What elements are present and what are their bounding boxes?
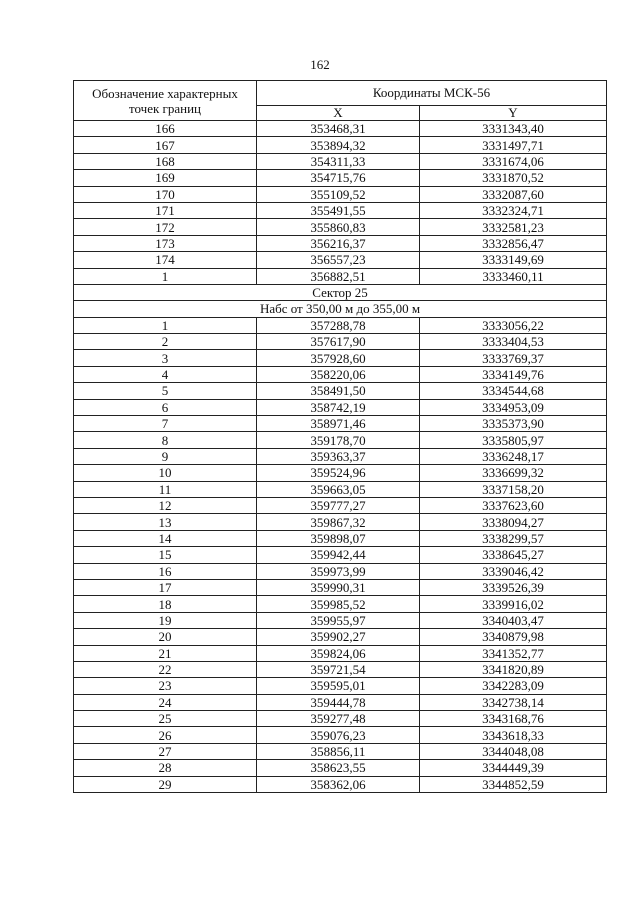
x-coordinate-cell: 357928,60 bbox=[257, 350, 420, 366]
point-cell: 18 bbox=[74, 596, 257, 612]
table-row bbox=[74, 170, 607, 186]
x-coordinate-cell: 358362,06 bbox=[257, 776, 420, 792]
x-coordinate-cell: 358220,06 bbox=[257, 366, 420, 382]
table-row bbox=[74, 252, 607, 268]
x-coordinate-cell: 359524,96 bbox=[257, 465, 420, 481]
table-row bbox=[74, 579, 607, 595]
table-row bbox=[74, 563, 607, 579]
table-header bbox=[74, 81, 607, 121]
table-row bbox=[74, 399, 607, 415]
y-coordinate-cell: 3333460,11 bbox=[420, 268, 607, 284]
point-cell: 169 bbox=[74, 170, 257, 186]
table-row bbox=[74, 202, 607, 218]
point-cell: 5 bbox=[74, 383, 257, 399]
x-coordinate-cell: 358742,19 bbox=[257, 399, 420, 415]
y-coordinate-cell: 3331870,52 bbox=[420, 170, 607, 186]
table-row bbox=[74, 481, 607, 497]
point-cell: 15 bbox=[74, 547, 257, 563]
point-cell: 174 bbox=[74, 252, 257, 268]
y-coordinate-cell: 3340879,98 bbox=[420, 629, 607, 645]
x-coordinate-cell: 359902,27 bbox=[257, 629, 420, 645]
point-cell: 28 bbox=[74, 760, 257, 776]
table-row bbox=[74, 776, 607, 792]
point-cell: 21 bbox=[74, 645, 257, 661]
x-coordinate-cell: 356882,51 bbox=[257, 268, 420, 284]
point-cell: 166 bbox=[74, 121, 257, 137]
table-row bbox=[74, 743, 607, 759]
x-coordinate-cell: 357288,78 bbox=[257, 317, 420, 333]
table-row bbox=[74, 547, 607, 563]
y-coordinate-cell: 3331497,71 bbox=[420, 137, 607, 153]
point-cell: 10 bbox=[74, 465, 257, 481]
x-coordinate-cell: 354311,33 bbox=[257, 153, 420, 169]
x-coordinate-cell: 359867,32 bbox=[257, 514, 420, 530]
rows-after-sector bbox=[74, 317, 607, 792]
x-coordinate-cell: 354715,76 bbox=[257, 170, 420, 186]
x-coordinate-cell: 359595,01 bbox=[257, 678, 420, 694]
y-coordinate-cell: 3340403,47 bbox=[420, 612, 607, 628]
point-cell: 173 bbox=[74, 235, 257, 251]
point-cell: 167 bbox=[74, 137, 257, 153]
y-coordinate-cell: 3336699,32 bbox=[420, 465, 607, 481]
point-cell: 23 bbox=[74, 678, 257, 694]
x-coordinate-cell: 353894,32 bbox=[257, 137, 420, 153]
point-cell: 27 bbox=[74, 743, 257, 759]
table-row bbox=[74, 317, 607, 333]
x-coordinate-cell: 355491,55 bbox=[257, 202, 420, 218]
table-row bbox=[74, 661, 607, 677]
sector-header bbox=[74, 284, 607, 317]
rows-before-sector bbox=[74, 121, 607, 285]
y-coordinate-cell: 3335373,90 bbox=[420, 416, 607, 432]
x-coordinate-cell: 356557,23 bbox=[257, 252, 420, 268]
y-coordinate-cell: 3339526,39 bbox=[420, 579, 607, 595]
table-row bbox=[74, 711, 607, 727]
y-coordinate-cell: 3332856,47 bbox=[420, 235, 607, 251]
table-row bbox=[74, 432, 607, 448]
table-row bbox=[74, 268, 607, 284]
x-coordinate-cell: 357617,90 bbox=[257, 334, 420, 350]
table-row bbox=[74, 514, 607, 530]
point-cell: 170 bbox=[74, 186, 257, 202]
table-row bbox=[74, 596, 607, 612]
table-row bbox=[74, 366, 607, 382]
table-row bbox=[74, 760, 607, 776]
y-coordinate-cell: 3332581,23 bbox=[420, 219, 607, 235]
y-coordinate-cell: 3344449,39 bbox=[420, 760, 607, 776]
sector-title: Сектор 25 bbox=[74, 284, 607, 300]
x-coordinate-cell: 359990,31 bbox=[257, 579, 420, 595]
point-cell: 168 bbox=[74, 153, 257, 169]
y-column-header: Y bbox=[420, 106, 607, 121]
y-coordinate-cell: 3338299,57 bbox=[420, 530, 607, 546]
y-coordinate-cell: 3333404,53 bbox=[420, 334, 607, 350]
y-coordinate-cell: 3334953,09 bbox=[420, 399, 607, 415]
y-coordinate-cell: 3334544,68 bbox=[420, 383, 607, 399]
point-cell: 17 bbox=[74, 579, 257, 595]
point-cell: 4 bbox=[74, 366, 257, 382]
table-row bbox=[74, 153, 607, 169]
sector-range: Набс от 350,00 м до 355,00 м bbox=[74, 301, 607, 317]
x-column-header: X bbox=[257, 106, 420, 121]
x-coordinate-cell: 359363,37 bbox=[257, 448, 420, 464]
point-cell: 172 bbox=[74, 219, 257, 235]
table-row bbox=[74, 612, 607, 628]
point-cell: 7 bbox=[74, 416, 257, 432]
coordinates-system-header: Координаты МСК-56 bbox=[257, 81, 607, 106]
y-coordinate-cell: 3333149,69 bbox=[420, 252, 607, 268]
point-cell: 16 bbox=[74, 563, 257, 579]
x-coordinate-cell: 359663,05 bbox=[257, 481, 420, 497]
point-cell: 29 bbox=[74, 776, 257, 792]
table-row bbox=[74, 448, 607, 464]
y-coordinate-cell: 3338645,27 bbox=[420, 547, 607, 563]
point-cell: 8 bbox=[74, 432, 257, 448]
x-coordinate-cell: 359985,52 bbox=[257, 596, 420, 612]
x-coordinate-cell: 359178,70 bbox=[257, 432, 420, 448]
y-coordinate-cell: 3336248,17 bbox=[420, 448, 607, 464]
y-coordinate-cell: 3342283,09 bbox=[420, 678, 607, 694]
table-row bbox=[74, 465, 607, 481]
y-coordinate-cell: 3332324,71 bbox=[420, 202, 607, 218]
table-row bbox=[74, 219, 607, 235]
point-designation-header bbox=[74, 81, 257, 121]
x-coordinate-cell: 359824,06 bbox=[257, 645, 420, 661]
x-coordinate-cell: 356216,37 bbox=[257, 235, 420, 251]
y-coordinate-cell: 3344048,08 bbox=[420, 743, 607, 759]
y-coordinate-cell: 3343618,33 bbox=[420, 727, 607, 743]
y-coordinate-cell: 3342738,14 bbox=[420, 694, 607, 710]
x-coordinate-cell: 358971,46 bbox=[257, 416, 420, 432]
point-cell: 24 bbox=[74, 694, 257, 710]
x-coordinate-cell: 359898,07 bbox=[257, 530, 420, 546]
point-cell: 25 bbox=[74, 711, 257, 727]
point-cell: 26 bbox=[74, 727, 257, 743]
x-coordinate-cell: 355860,83 bbox=[257, 219, 420, 235]
y-coordinate-cell: 3341352,77 bbox=[420, 645, 607, 661]
table-row bbox=[74, 678, 607, 694]
table-row bbox=[74, 629, 607, 645]
y-coordinate-cell: 3337623,60 bbox=[420, 497, 607, 513]
point-cell: 14 bbox=[74, 530, 257, 546]
y-coordinate-cell: 3331674,06 bbox=[420, 153, 607, 169]
point-designation-line1: Обозначение характерных bbox=[92, 85, 238, 101]
point-cell: 19 bbox=[74, 612, 257, 628]
table-row bbox=[74, 530, 607, 546]
page-number: 162 bbox=[310, 57, 330, 72]
table-row bbox=[74, 186, 607, 202]
x-coordinate-cell: 358856,11 bbox=[257, 743, 420, 759]
y-coordinate-cell: 3344852,59 bbox=[420, 776, 607, 792]
y-coordinate-cell: 3331343,40 bbox=[420, 121, 607, 137]
point-cell: 2 bbox=[74, 334, 257, 350]
x-coordinate-cell: 353468,31 bbox=[257, 121, 420, 137]
y-coordinate-cell: 3343168,76 bbox=[420, 711, 607, 727]
point-cell: 1 bbox=[74, 268, 257, 284]
x-coordinate-cell: 358623,55 bbox=[257, 760, 420, 776]
y-coordinate-cell: 3332087,60 bbox=[420, 186, 607, 202]
point-cell: 11 bbox=[74, 481, 257, 497]
point-cell: 9 bbox=[74, 448, 257, 464]
x-coordinate-cell: 355109,52 bbox=[257, 186, 420, 202]
y-coordinate-cell: 3338094,27 bbox=[420, 514, 607, 530]
point-cell: 12 bbox=[74, 497, 257, 513]
point-cell: 171 bbox=[74, 202, 257, 218]
table-row bbox=[74, 334, 607, 350]
table-row bbox=[74, 350, 607, 366]
point-cell: 22 bbox=[74, 661, 257, 677]
y-coordinate-cell: 3333769,37 bbox=[420, 350, 607, 366]
y-coordinate-cell: 3334149,76 bbox=[420, 366, 607, 382]
table-row bbox=[74, 694, 607, 710]
x-coordinate-cell: 359277,48 bbox=[257, 711, 420, 727]
table-row bbox=[74, 121, 607, 137]
y-coordinate-cell: 3341820,89 bbox=[420, 661, 607, 677]
x-coordinate-cell: 359973,99 bbox=[257, 563, 420, 579]
y-coordinate-cell: 3335805,97 bbox=[420, 432, 607, 448]
point-cell: 1 bbox=[74, 317, 257, 333]
table-row bbox=[74, 497, 607, 513]
coordinates-table bbox=[73, 80, 607, 793]
table-row bbox=[74, 416, 607, 432]
x-coordinate-cell: 359777,27 bbox=[257, 497, 420, 513]
point-cell: 20 bbox=[74, 629, 257, 645]
y-coordinate-cell: 3339916,02 bbox=[420, 596, 607, 612]
table-row bbox=[74, 727, 607, 743]
x-coordinate-cell: 359076,23 bbox=[257, 727, 420, 743]
y-coordinate-cell: 3333056,22 bbox=[420, 317, 607, 333]
x-coordinate-cell: 359942,44 bbox=[257, 547, 420, 563]
x-coordinate-cell: 359955,97 bbox=[257, 612, 420, 628]
x-coordinate-cell: 359444,78 bbox=[257, 694, 420, 710]
y-coordinate-cell: 3339046,42 bbox=[420, 563, 607, 579]
point-designation-line2: точек границ bbox=[128, 100, 202, 116]
x-coordinate-cell: 358491,50 bbox=[257, 383, 420, 399]
point-cell: 3 bbox=[74, 350, 257, 366]
point-cell: 13 bbox=[74, 514, 257, 530]
table-row bbox=[74, 383, 607, 399]
table-row bbox=[74, 645, 607, 661]
table-row bbox=[74, 137, 607, 153]
x-coordinate-cell: 359721,54 bbox=[257, 661, 420, 677]
y-coordinate-cell: 3337158,20 bbox=[420, 481, 607, 497]
point-cell: 6 bbox=[74, 399, 257, 415]
table-row bbox=[74, 235, 607, 251]
